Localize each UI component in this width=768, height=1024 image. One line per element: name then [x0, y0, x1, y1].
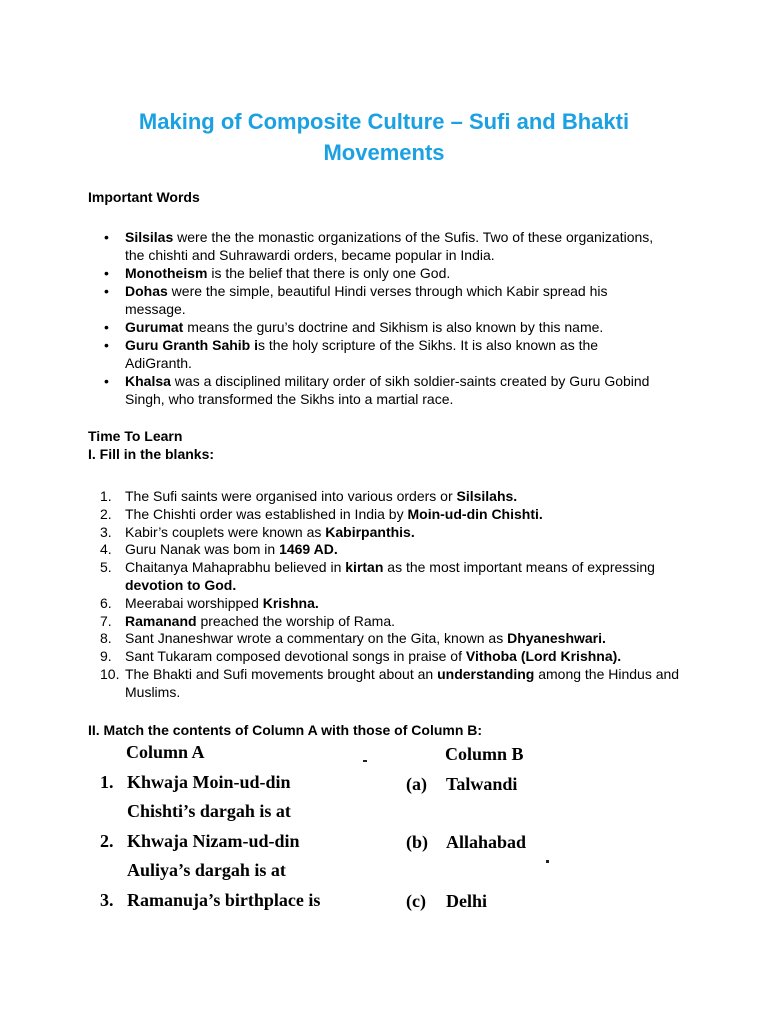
column-a-heading: Column A — [126, 742, 205, 762]
answer: Silsilahs. — [456, 488, 518, 504]
term: Monotheism — [125, 265, 208, 281]
column-a-text: Chishti’s dargah is at — [127, 801, 291, 821]
term: Guru Granth Sahib i — [125, 337, 259, 353]
item-text: Chaitanya Mahaprabhu believed in — [125, 559, 346, 576]
match-row-number: 3. — [100, 890, 114, 910]
item-number: 3. — [100, 523, 112, 540]
answer: 1469 AD. — [279, 541, 338, 558]
item-text: among the Hindus and Muslims. — [125, 665, 680, 700]
item-number: 10. — [100, 665, 120, 682]
answer: Moin-ud-din Chishti. — [407, 505, 543, 522]
column-a-text: Auliya’s dargah is at — [127, 860, 286, 880]
item-number: 9. — [100, 648, 112, 665]
match-row-number: 2. — [100, 831, 114, 851]
fill-blanks-heading: I. Fill in the blanks: — [88, 446, 215, 462]
column-b-letter: (a) — [406, 774, 427, 794]
term: Silsilas — [125, 229, 174, 245]
answer: Vithoba (Lord Krishna). — [465, 648, 622, 665]
answer: Ramanand — [125, 612, 197, 629]
time-to-learn-heading: Time To Learn — [88, 428, 183, 444]
answer: devotion to God. — [125, 576, 237, 593]
speck-mark — [546, 860, 549, 863]
item-number: 1. — [100, 488, 112, 504]
item-text: The Chishti order was established in India by — [125, 505, 408, 522]
item-number: 7. — [100, 612, 112, 629]
match-row-number: 1. — [100, 772, 114, 792]
definition: s the holy scripture of the Sikhs. It is also known as the AdiGranth. — [125, 337, 599, 371]
answer: kirtan — [345, 559, 384, 576]
column-a-text: Khwaja Moin-ud-din — [127, 772, 291, 792]
column-b-letter: (c) — [406, 891, 426, 911]
important-words-heading: Important Words — [88, 189, 200, 205]
column-b-text: Delhi — [446, 891, 488, 911]
item-text: as the most important means of expressing — [383, 559, 655, 576]
column-a-text: Ramanuja’s birthplace is — [127, 890, 321, 910]
definition: were the the monastic organizations of the Sufis. Two of these organizations, the chishti and Suhrawardi orders, became popular in India. — [125, 229, 654, 263]
definition: is the belief that there is only one God. — [207, 265, 451, 281]
item-text: Sant Jnaneshwar wrote a commentary on the Gita, known as — [125, 630, 508, 647]
answer: Kabirpanthis. — [325, 523, 415, 540]
item-number: 5. — [100, 559, 112, 576]
item-text: Meerabai worshipped — [125, 594, 263, 611]
item-text: The Bhakti and Sufi movements brought about an — [125, 665, 438, 682]
item-text: Sant Tukaram composed devotional songs in praise of — [125, 648, 466, 665]
item-text: Kabir’s couplets were known as — [125, 523, 326, 540]
term: Gurumat — [125, 319, 184, 335]
item-number: 8. — [100, 630, 112, 647]
item-number: 2. — [100, 505, 112, 522]
match-heading: II. Match the contents of Column A with those of Column B: — [88, 722, 483, 738]
answer: Dhyaneshwari. — [507, 630, 606, 647]
definition: were the simple, beautiful Hindi verses through which Kabir spread his message. — [125, 283, 608, 317]
column-b-text: Allahabad — [446, 832, 527, 852]
column-a-text: Khwaja Nizam-ud-din — [127, 831, 300, 851]
answer: Krishna. — [262, 594, 319, 611]
term: Khalsa — [125, 373, 171, 389]
column-b-heading: Column B — [445, 744, 524, 764]
page-title: Making of Composite Culture – Sufi and Bhakti Movements — [138, 109, 630, 165]
definition: was a disciplined military order of sikh soldier-saints created by Guru Gobind Singh, who transformed the Sikhs into a martial race. — [125, 373, 650, 407]
answer: understanding — [437, 665, 535, 682]
item-text: Guru Nanak was bom in — [125, 541, 280, 558]
item-text: The Sufi saints were organised into various orders or — [125, 488, 457, 504]
speck-mark — [363, 760, 367, 762]
column-b-text: Talwandi — [446, 774, 518, 794]
term: Dohas — [125, 283, 168, 299]
item-number: 6. — [100, 594, 112, 611]
item-number: 4. — [100, 541, 112, 558]
column-b-letter: (b) — [406, 832, 428, 852]
definition: means the guru’s doctrine and Sikhism is also known by this name. — [183, 319, 604, 335]
item-text: preached the worship of Rama. — [196, 612, 396, 629]
